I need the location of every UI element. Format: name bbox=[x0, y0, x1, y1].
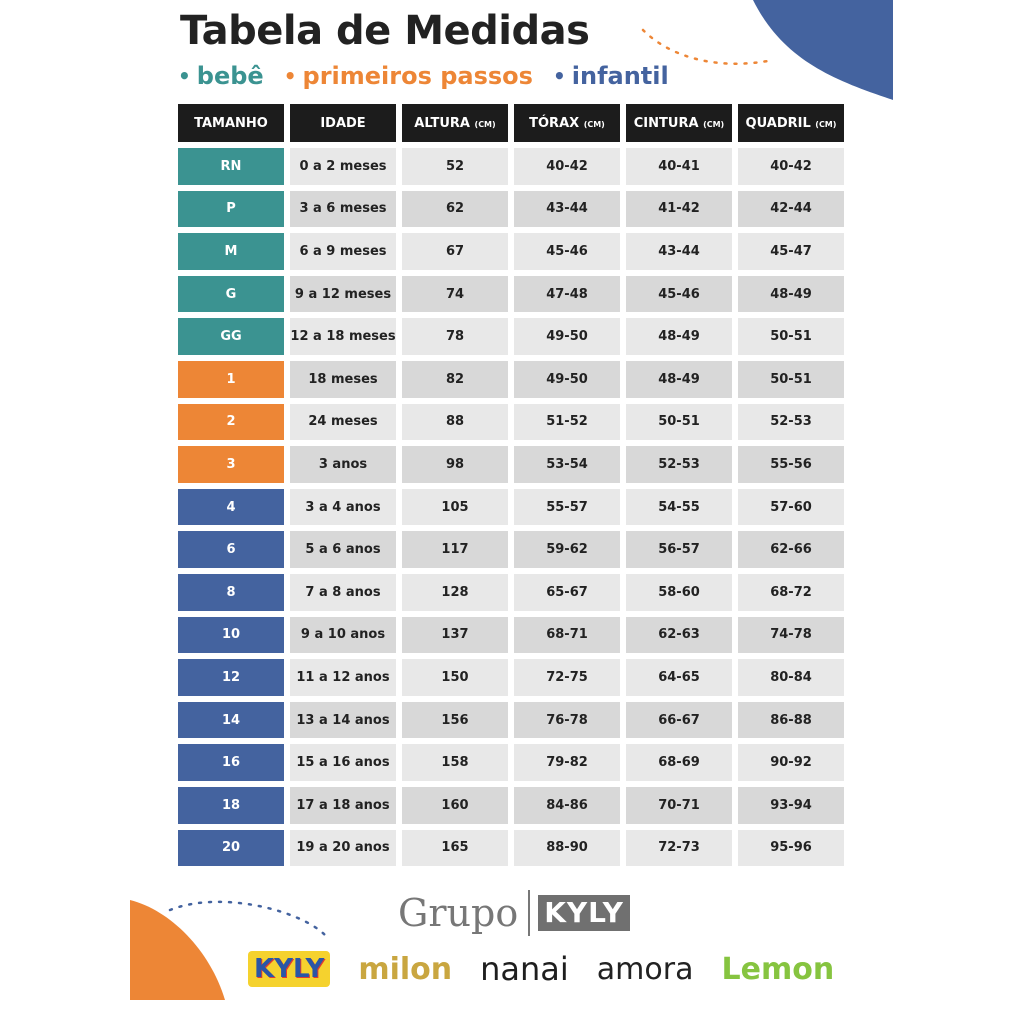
cell-altura: 158 bbox=[402, 744, 508, 781]
cell-tamanho: RN bbox=[178, 148, 284, 185]
cell-quadril: 86-88 bbox=[738, 702, 844, 739]
cell-idade: 17 a 18 anos bbox=[290, 787, 396, 824]
cell-idade: 3 a 6 meses bbox=[290, 191, 396, 228]
cell-altura: 150 bbox=[402, 659, 508, 696]
cell-torax: 45-46 bbox=[514, 233, 620, 270]
table-row bbox=[178, 191, 844, 228]
grupo-word: Grupo bbox=[398, 891, 519, 935]
cell-torax: 59-62 bbox=[514, 531, 620, 568]
cell-altura: 74 bbox=[402, 276, 508, 313]
size-table bbox=[172, 98, 850, 872]
table-row bbox=[178, 233, 844, 270]
cell-idade: 12 a 18 meses bbox=[290, 318, 396, 355]
table-row bbox=[178, 276, 844, 313]
table-row bbox=[178, 404, 844, 441]
cell-torax: 43-44 bbox=[514, 191, 620, 228]
cell-torax: 47-48 bbox=[514, 276, 620, 313]
cell-idade: 11 a 12 anos bbox=[290, 659, 396, 696]
cell-idade: 24 meses bbox=[290, 404, 396, 441]
cell-idade: 9 a 12 meses bbox=[290, 276, 396, 313]
brand-kyly-logo: KYLY bbox=[248, 951, 330, 987]
cell-quadril: 40-42 bbox=[738, 148, 844, 185]
cell-torax: 65-67 bbox=[514, 574, 620, 611]
cell-torax: 49-50 bbox=[514, 318, 620, 355]
cell-torax: 49-50 bbox=[514, 361, 620, 398]
brand-milon-logo: milon bbox=[358, 951, 453, 987]
cell-quadril: 74-78 bbox=[738, 617, 844, 654]
cell-altura: 128 bbox=[402, 574, 508, 611]
table-header-row bbox=[178, 104, 844, 142]
cell-quadril: 42-44 bbox=[738, 191, 844, 228]
cell-cintura: 56-57 bbox=[626, 531, 732, 568]
bullet-icon: • bbox=[178, 64, 191, 88]
cell-torax: 40-42 bbox=[514, 148, 620, 185]
cell-tamanho: 4 bbox=[178, 489, 284, 526]
cell-cintura: 52-53 bbox=[626, 446, 732, 483]
brand-nanai-logo: nanai bbox=[480, 950, 569, 988]
cell-idade: 3 anos bbox=[290, 446, 396, 483]
cell-torax: 76-78 bbox=[514, 702, 620, 739]
cell-tamanho: 14 bbox=[178, 702, 284, 739]
legend bbox=[178, 62, 669, 90]
cell-tamanho: 2 bbox=[178, 404, 284, 441]
cell-quadril: 50-51 bbox=[738, 318, 844, 355]
cell-torax: 88-90 bbox=[514, 830, 620, 867]
cell-cintura: 66-67 bbox=[626, 702, 732, 739]
kyly-group-logo: KYLY bbox=[538, 895, 630, 931]
legend-item-primeiros-passos bbox=[284, 62, 533, 90]
legend-label: primeiros passos bbox=[302, 62, 533, 90]
cell-idade: 5 a 6 anos bbox=[290, 531, 396, 568]
cell-torax: 72-75 bbox=[514, 659, 620, 696]
cell-cintura: 40-41 bbox=[626, 148, 732, 185]
cell-altura: 105 bbox=[402, 489, 508, 526]
cell-idade: 0 a 2 meses bbox=[290, 148, 396, 185]
brand-amora-logo: amora bbox=[596, 951, 694, 987]
table-row bbox=[178, 446, 844, 483]
cell-altura: 78 bbox=[402, 318, 508, 355]
cell-cintura: 58-60 bbox=[626, 574, 732, 611]
table-row bbox=[178, 148, 844, 185]
cell-idade: 15 a 16 anos bbox=[290, 744, 396, 781]
cell-tamanho: 1 bbox=[178, 361, 284, 398]
cell-tamanho: 10 bbox=[178, 617, 284, 654]
cell-altura: 156 bbox=[402, 702, 508, 739]
header-quadril: QUADRIL (CM) bbox=[738, 104, 844, 142]
cell-quadril: 48-49 bbox=[738, 276, 844, 313]
cell-altura: 137 bbox=[402, 617, 508, 654]
table-row bbox=[178, 787, 844, 824]
cell-torax: 51-52 bbox=[514, 404, 620, 441]
page-title: Tabela de Medidas bbox=[180, 8, 590, 54]
bullet-icon: • bbox=[283, 64, 297, 88]
cell-tamanho: M bbox=[178, 233, 284, 270]
cell-tamanho: GG bbox=[178, 318, 284, 355]
cell-idade: 7 a 8 anos bbox=[290, 574, 396, 611]
cell-quadril: 52-53 bbox=[738, 404, 844, 441]
cell-quadril: 45-47 bbox=[738, 233, 844, 270]
cell-cintura: 62-63 bbox=[626, 617, 732, 654]
table-row bbox=[178, 489, 844, 526]
header-idade: IDADE bbox=[290, 104, 396, 142]
cell-torax: 55-57 bbox=[514, 489, 620, 526]
legend-label: bebê bbox=[196, 62, 264, 90]
cell-cintura: 41-42 bbox=[626, 191, 732, 228]
cell-altura: 160 bbox=[402, 787, 508, 824]
header-torax: TÓRAX (CM) bbox=[514, 104, 620, 142]
cell-cintura: 43-44 bbox=[626, 233, 732, 270]
cell-cintura: 64-65 bbox=[626, 659, 732, 696]
cell-altura: 67 bbox=[402, 233, 508, 270]
cell-idade: 18 meses bbox=[290, 361, 396, 398]
cell-cintura: 68-69 bbox=[626, 744, 732, 781]
legend-label: infantil bbox=[571, 62, 669, 90]
table-row bbox=[178, 702, 844, 739]
cell-idade: 6 a 9 meses bbox=[290, 233, 396, 270]
cell-quadril: 90-92 bbox=[738, 744, 844, 781]
cell-quadril: 57-60 bbox=[738, 489, 844, 526]
cell-cintura: 54-55 bbox=[626, 489, 732, 526]
cell-tamanho: 6 bbox=[178, 531, 284, 568]
cell-idade: 9 a 10 anos bbox=[290, 617, 396, 654]
cell-altura: 165 bbox=[402, 830, 508, 867]
cell-cintura: 70-71 bbox=[626, 787, 732, 824]
cell-altura: 52 bbox=[402, 148, 508, 185]
header-tamanho: TAMANHO bbox=[178, 104, 284, 142]
legend-item-bebe bbox=[178, 62, 264, 90]
header-altura: ALTURA (CM) bbox=[402, 104, 508, 142]
cell-torax: 84-86 bbox=[514, 787, 620, 824]
cell-cintura: 50-51 bbox=[626, 404, 732, 441]
blue-corner-decoration bbox=[633, 0, 893, 110]
cell-tamanho: G bbox=[178, 276, 284, 313]
grupo-kyly-logo bbox=[398, 890, 630, 936]
cell-altura: 82 bbox=[402, 361, 508, 398]
cell-quadril: 80-84 bbox=[738, 659, 844, 696]
table-row bbox=[178, 574, 844, 611]
cell-tamanho: 16 bbox=[178, 744, 284, 781]
cell-quadril: 62-66 bbox=[738, 531, 844, 568]
cell-idade: 3 a 4 anos bbox=[290, 489, 396, 526]
table-row bbox=[178, 531, 844, 568]
cell-quadril: 95-96 bbox=[738, 830, 844, 867]
cell-tamanho: P bbox=[178, 191, 284, 228]
cell-torax: 79-82 bbox=[514, 744, 620, 781]
cell-tamanho: 20 bbox=[178, 830, 284, 867]
cell-cintura: 48-49 bbox=[626, 318, 732, 355]
cell-tamanho: 8 bbox=[178, 574, 284, 611]
table-row bbox=[178, 361, 844, 398]
cell-idade: 13 a 14 anos bbox=[290, 702, 396, 739]
table-row bbox=[178, 830, 844, 867]
cell-quadril: 55-56 bbox=[738, 446, 844, 483]
cell-cintura: 48-49 bbox=[626, 361, 732, 398]
brand-logos bbox=[248, 950, 834, 988]
cell-altura: 62 bbox=[402, 191, 508, 228]
cell-tamanho: 18 bbox=[178, 787, 284, 824]
cell-quadril: 50-51 bbox=[738, 361, 844, 398]
table-row bbox=[178, 659, 844, 696]
cell-altura: 117 bbox=[402, 531, 508, 568]
cell-altura: 88 bbox=[402, 404, 508, 441]
cell-tamanho: 3 bbox=[178, 446, 284, 483]
cell-idade: 19 a 20 anos bbox=[290, 830, 396, 867]
cell-tamanho: 12 bbox=[178, 659, 284, 696]
header-cintura: CINTURA (CM) bbox=[626, 104, 732, 142]
table-row bbox=[178, 617, 844, 654]
cell-torax: 53-54 bbox=[514, 446, 620, 483]
legend-item-infantil bbox=[553, 62, 669, 90]
cell-quadril: 68-72 bbox=[738, 574, 844, 611]
table-row bbox=[178, 744, 844, 781]
cell-altura: 98 bbox=[402, 446, 508, 483]
size-chart-sheet bbox=[130, 0, 893, 1000]
bullet-icon: • bbox=[552, 64, 566, 88]
table-row bbox=[178, 318, 844, 355]
brand-lemon-logo: Lemon bbox=[721, 951, 835, 987]
cell-torax: 68-71 bbox=[514, 617, 620, 654]
logo-divider bbox=[528, 890, 530, 936]
cell-cintura: 72-73 bbox=[626, 830, 732, 867]
cell-quadril: 93-94 bbox=[738, 787, 844, 824]
cell-cintura: 45-46 bbox=[626, 276, 732, 313]
